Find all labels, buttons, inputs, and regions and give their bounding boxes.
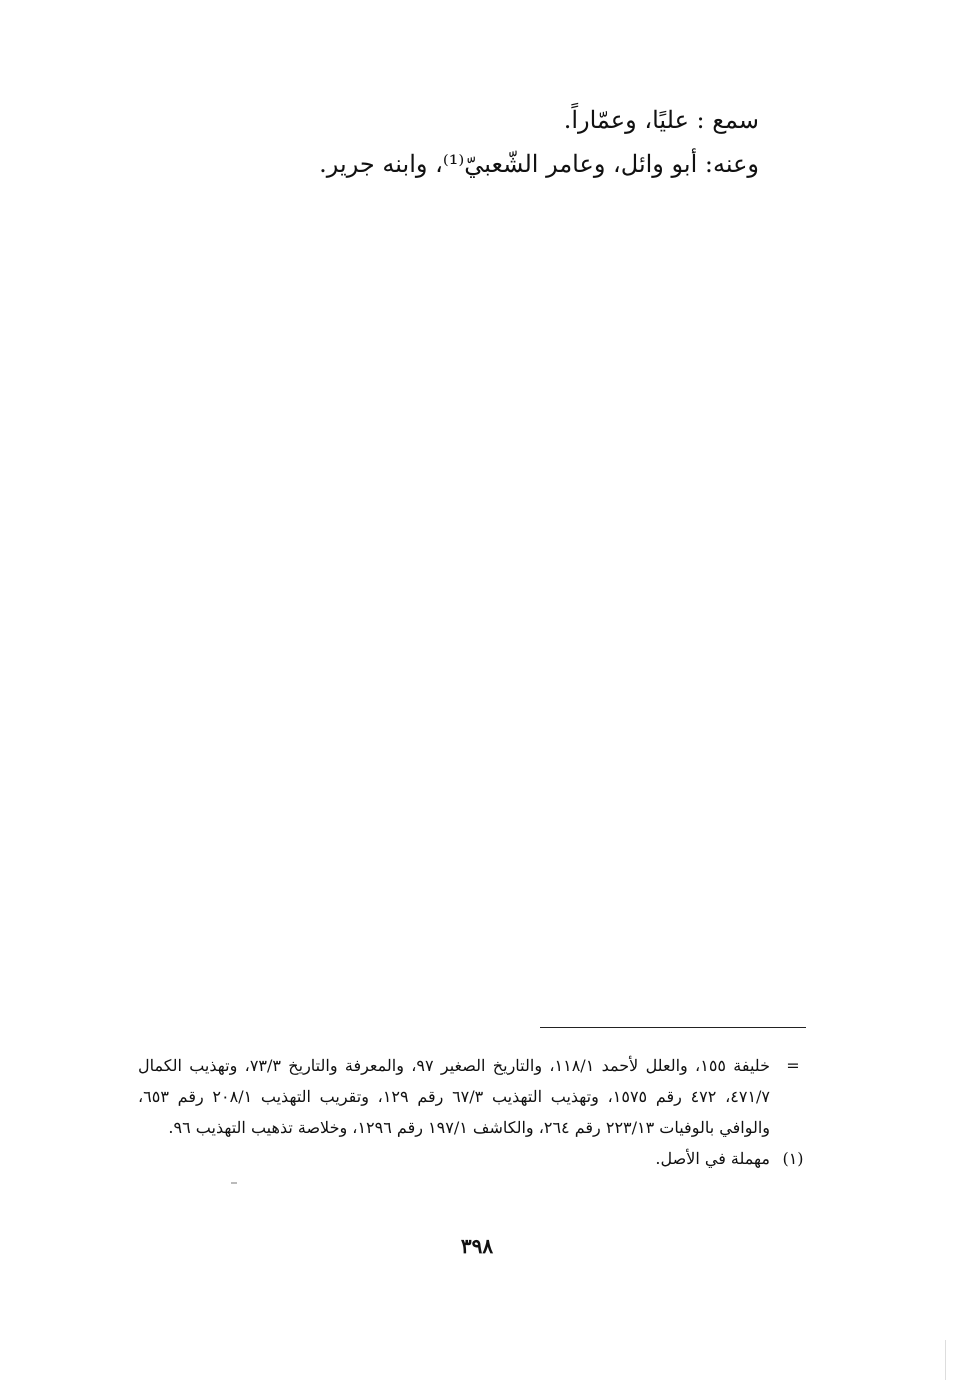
scan-speck (231, 1182, 237, 1184)
page-number: ٣٩٨ (460, 1234, 494, 1258)
footnote-separator (540, 1027, 806, 1028)
footnotes (138, 1050, 808, 1174)
footnote-continuation-marker: = (786, 1056, 800, 1075)
main-text-line-heard: سمع : عليًا، وعمّاراً. (563, 106, 759, 134)
main-text-line-narrators: وعنه: أبو وائل، وعامر الشّعبيّ⁽¹⁾، وابنه جرير. (319, 150, 759, 178)
main-text (199, 98, 759, 186)
footnote-1 (138, 1143, 808, 1174)
footnote-1-text: مهملة في الأصل. (655, 1149, 770, 1168)
footnote-continuation-text: خليفة ١٥٥، والعلل لأحمد ١١٨/١، والتاريخ الصغير ٩٧، والمعرفة والتاريخ ٧٣/٣، وتهذيب الكمال ٤٧١/٧، ٤٧٢ رقم ١٥٧٥، وتهذيب التهذيب ٦٧/٣ رقم ١٢٩، وتقريب التهذيب ٢٠٨/١ رقم ٦٥٣، والوافي بالوفيات ٢٢٣/١٣ رقم ٢٦٤، والكاشف ١٩٧/١ رقم ١٢٩٦، وخلاصة تذهيب التهذيب ٩٦. (138, 1056, 771, 1137)
footnote-1-marker: (١) (782, 1149, 804, 1168)
footnote-continuation (138, 1050, 808, 1143)
scan-edge-mark (945, 1340, 946, 1380)
